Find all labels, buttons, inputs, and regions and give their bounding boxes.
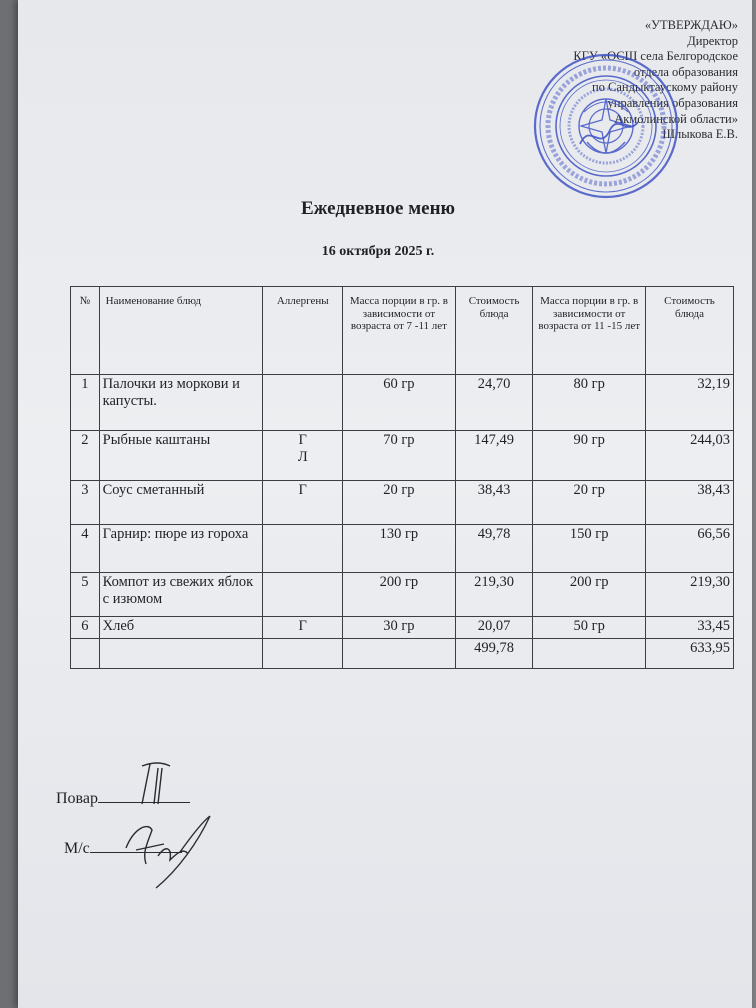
document-title: Ежедневное меню [300, 198, 456, 219]
table-row [71, 481, 734, 525]
row-number: 4 [71, 525, 100, 573]
mass-11-15: 20 гр [533, 481, 646, 525]
mass-11-15: 200 гр [533, 573, 646, 617]
total-cost-2: 633,95 [645, 639, 733, 669]
header-cost-1: Стоимость блюда [455, 287, 533, 375]
row-number: 5 [71, 573, 100, 617]
row-number: 1 [71, 375, 100, 431]
header-mass-11-15: Масса порции в гр. в зависимости от возраста от 11 -15 лет [533, 287, 646, 375]
empty-cell [99, 639, 263, 669]
empty-cell [71, 639, 100, 669]
approval-line: отдела образования [633, 64, 738, 79]
empty-cell [343, 639, 456, 669]
approval-line: «УТВЕРЖДАЮ» [644, 18, 738, 32]
dish-name: Гарнир: пюре из гороха [99, 525, 263, 573]
mass-11-15: 90 гр [533, 431, 646, 481]
approval-line: Директор [687, 33, 738, 48]
mass-7-11: 60 гр [343, 375, 456, 431]
dish-name: Компот из свежих яблок с изюмом [99, 573, 263, 617]
mass-7-11: 200 гр [343, 573, 456, 617]
dish-name: Палочки из моркови и капусты. [99, 375, 263, 431]
approval-line: КГУ «ОСШ села Белгородское [573, 49, 738, 64]
dish-name: Хлеб [99, 617, 263, 639]
allergens: Г Л [263, 431, 343, 481]
approval-line: Акмолинской области» [614, 111, 738, 126]
allergens [263, 375, 343, 431]
nurse-signature [118, 808, 218, 894]
cost-2: 244,03 [645, 431, 733, 481]
mass-11-15: 150 гр [533, 525, 646, 573]
table-header-row [71, 287, 734, 375]
empty-cell [263, 639, 343, 669]
table-row [71, 573, 734, 617]
header-allergens: Аллергены [263, 287, 343, 375]
header-mass-7-11: Масса порции в гр. в зависимости от возраста от 7 -11 лет [343, 287, 456, 375]
mass-11-15: 80 гр [533, 375, 646, 431]
cost-2: 32,19 [645, 375, 733, 431]
header-cost-2: Стоимость блюда [645, 287, 733, 375]
approval-line: по Сандыктаускому району [591, 80, 738, 95]
cost-1: 219,30 [455, 573, 533, 617]
total-cost-1: 499,78 [455, 639, 533, 669]
approval-line: управления образования [607, 95, 738, 110]
dish-name: Соус сметанный [99, 481, 263, 525]
header-number: № [71, 287, 100, 375]
nurse-label: М/с [64, 840, 90, 857]
approval-line: Шлыкова Е.В. [662, 127, 738, 142]
allergens [263, 525, 343, 573]
mass-7-11: 70 гр [343, 431, 456, 481]
cost-1: 147,49 [455, 431, 533, 481]
mass-11-15: 50 гр [533, 617, 646, 639]
allergens [263, 573, 343, 617]
cost-2: 38,43 [645, 481, 733, 525]
cost-1: 24,70 [455, 375, 533, 431]
row-number: 3 [71, 481, 100, 525]
cook-label: Повар [56, 790, 98, 807]
cost-2: 219,30 [645, 573, 733, 617]
cost-2: 33,45 [645, 617, 733, 639]
cost-2: 66,56 [645, 525, 733, 573]
row-number: 6 [71, 617, 100, 639]
dish-name: Рыбные каштаны [99, 431, 263, 481]
table-row [71, 525, 734, 573]
cost-1: 20,07 [455, 617, 533, 639]
table-row [71, 617, 734, 639]
mass-7-11: 130 гр [343, 525, 456, 573]
table-row [71, 431, 734, 481]
mass-7-11: 20 гр [343, 481, 456, 525]
cook-signature [128, 758, 198, 810]
table-row [71, 375, 734, 431]
allergens: Г [263, 617, 343, 639]
totals-row [71, 639, 734, 669]
cost-1: 49,78 [455, 525, 533, 573]
row-number: 2 [71, 431, 100, 481]
mass-7-11: 30 гр [343, 617, 456, 639]
official-stamp [532, 52, 680, 200]
document-date: 16 октября 2025 г. [321, 244, 435, 259]
menu-table [70, 286, 734, 669]
allergens: Г [263, 481, 343, 525]
cost-1: 38,43 [455, 481, 533, 525]
empty-cell [533, 639, 646, 669]
header-dish-name: Наименование блюд [99, 287, 263, 375]
